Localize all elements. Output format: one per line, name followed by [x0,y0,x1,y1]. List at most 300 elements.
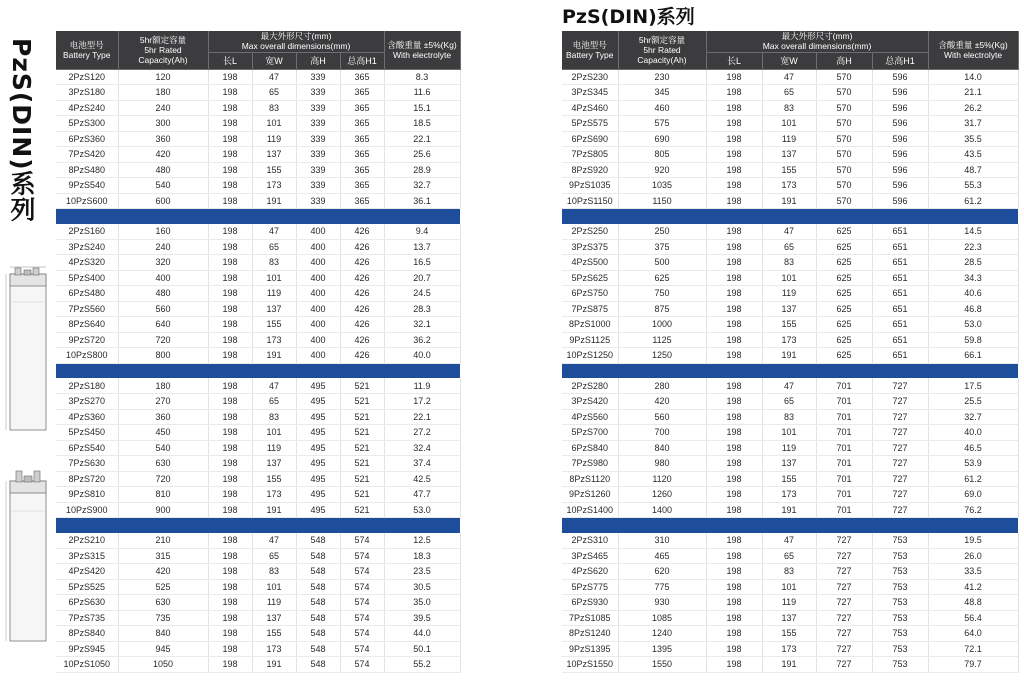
width-cell: 119 [252,286,296,302]
total-height-cell: 574 [340,579,384,595]
capacity-cell: 180 [118,378,208,394]
total-height-cell: 426 [340,239,384,255]
total-height-cell: 596 [872,85,928,101]
battery-type-cell: 10PzS1150 [562,193,618,209]
table-row [56,425,460,441]
table-row [56,471,460,487]
battery-type-cell: 6PzS360 [56,131,118,147]
total-height-cell: 753 [872,533,928,549]
width-cell: 83 [252,409,296,425]
table-row [56,394,460,410]
capacity-cell: 180 [118,85,208,101]
length-cell: 198 [208,224,252,240]
header-width: 宽W [762,52,816,69]
weight-cell: 39.5 [384,610,460,626]
length-cell: 198 [208,348,252,364]
battery-cell-drawing-tall [3,467,53,645]
battery-type-cell: 9PzS540 [56,178,118,194]
length-cell: 198 [706,487,762,503]
height-cell: 727 [816,579,872,595]
height-cell: 625 [816,301,872,317]
table-row [56,131,460,147]
capacity-cell: 315 [118,548,208,564]
capacity-cell: 1400 [618,502,706,518]
table-row [56,239,460,255]
total-height-cell: 574 [340,610,384,626]
battery-type-cell: 2PzS310 [562,533,618,549]
height-cell: 495 [296,456,340,472]
weight-cell: 66.1 [928,348,1018,364]
length-cell: 198 [706,162,762,178]
table-row [56,502,460,518]
weight-cell: 15.1 [384,100,460,116]
battery-type-cell: 6PzS690 [562,131,618,147]
capacity-cell: 1550 [618,657,706,673]
battery-type-cell: 6PzS540 [56,440,118,456]
total-height-cell: 365 [340,85,384,101]
length-cell: 198 [706,270,762,286]
weight-cell: 41.2 [928,579,1018,595]
table-row [562,425,1018,441]
total-height-cell: 596 [872,69,928,85]
width-cell: 191 [762,657,816,673]
weight-cell: 34.3 [928,270,1018,286]
weight-cell: 40.6 [928,286,1018,302]
total-height-cell: 651 [872,255,928,271]
group-separator-bar [562,209,1018,224]
battery-type-cell: 8PzS480 [56,162,118,178]
header-height: 高H [816,52,872,69]
table-row [56,641,460,657]
height-cell: 625 [816,286,872,302]
length-cell: 198 [706,626,762,642]
table-row [562,239,1018,255]
height-cell: 625 [816,348,872,364]
length-cell: 198 [208,69,252,85]
weight-cell: 25.6 [384,147,460,163]
table-row [562,301,1018,317]
capacity-cell: 450 [118,425,208,441]
total-height-cell: 521 [340,502,384,518]
battery-type-cell: 5PzS400 [56,270,118,286]
total-height-cell: 596 [872,100,928,116]
width-cell: 47 [762,224,816,240]
height-cell: 727 [816,533,872,549]
length-cell: 198 [208,301,252,317]
total-height-cell: 426 [340,270,384,286]
table-row [562,255,1018,271]
height-cell: 570 [816,85,872,101]
total-height-cell: 574 [340,595,384,611]
total-height-cell: 651 [872,239,928,255]
width-cell: 119 [762,286,816,302]
length-cell: 198 [208,471,252,487]
battery-type-cell: 9PzS1260 [562,487,618,503]
battery-type-cell: 10PzS1400 [562,502,618,518]
weight-cell: 53.9 [928,456,1018,472]
height-cell: 625 [816,255,872,271]
table-row [562,332,1018,348]
header-rated-capacity: 5hr额定容量 5hr Rated Capacity(Ah) [118,31,208,69]
battery-type-cell: 3PzS420 [562,394,618,410]
length-cell: 198 [208,270,252,286]
weight-cell: 46.8 [928,301,1018,317]
length-cell: 198 [208,255,252,271]
capacity-cell: 775 [618,579,706,595]
width-cell: 191 [252,657,296,673]
total-height-cell: 574 [340,564,384,580]
width-cell: 173 [252,641,296,657]
height-cell: 495 [296,440,340,456]
spec-table-right [562,31,1019,673]
length-cell: 198 [208,487,252,503]
weight-cell: 32.4 [384,440,460,456]
battery-type-cell: 7PzS420 [56,147,118,163]
length-cell: 198 [208,178,252,194]
battery-type-cell: 2PzS250 [562,224,618,240]
width-cell: 83 [762,255,816,271]
weight-cell: 18.5 [384,116,460,132]
capacity-cell: 810 [118,487,208,503]
height-cell: 400 [296,286,340,302]
battery-type-cell: 4PzS360 [56,409,118,425]
height-cell: 400 [296,270,340,286]
table-row [562,286,1018,302]
width-cell: 47 [252,69,296,85]
weight-cell: 32.1 [384,317,460,333]
length-cell: 198 [706,548,762,564]
length-cell: 198 [208,378,252,394]
length-cell: 198 [706,116,762,132]
height-cell: 701 [816,394,872,410]
length-cell: 198 [706,440,762,456]
weight-cell: 55.2 [384,657,460,673]
vertical-series-title: PzS(DIN)系列 [7,38,36,223]
width-cell: 155 [252,626,296,642]
capacity-cell: 525 [118,579,208,595]
table-row [56,224,460,240]
table-row [56,440,460,456]
width-cell: 65 [762,394,816,410]
total-height-cell: 596 [872,147,928,163]
total-height-cell: 365 [340,193,384,209]
table-row [562,440,1018,456]
battery-type-cell: 6PzS480 [56,286,118,302]
width-cell: 173 [762,641,816,657]
weight-cell: 28.9 [384,162,460,178]
capacity-cell: 735 [118,610,208,626]
battery-type-cell: 9PzS810 [56,487,118,503]
table-row [562,100,1018,116]
battery-type-cell: 8PzS640 [56,317,118,333]
table-row [56,626,460,642]
weight-cell: 64.0 [928,626,1018,642]
battery-type-cell: 4PzS460 [562,100,618,116]
weight-cell: 47.7 [384,487,460,503]
length-cell: 198 [208,131,252,147]
weight-cell: 72.1 [928,641,1018,657]
height-cell: 339 [296,85,340,101]
height-cell: 548 [296,564,340,580]
battery-type-cell: 4PzS420 [56,564,118,580]
capacity-cell: 630 [118,595,208,611]
battery-type-cell: 4PzS240 [56,100,118,116]
total-height-cell: 426 [340,348,384,364]
length-cell: 198 [208,610,252,626]
capacity-cell: 420 [118,147,208,163]
table-row [562,162,1018,178]
header-battery-type: 电池型号 Battery Type [56,31,118,69]
table-row [56,657,460,673]
battery-type-cell: 8PzS720 [56,471,118,487]
battery-type-cell: 3PzS270 [56,394,118,410]
length-cell: 198 [706,595,762,611]
battery-type-cell: 7PzS980 [562,456,618,472]
width-cell: 137 [762,301,816,317]
capacity-cell: 310 [618,533,706,549]
capacity-cell: 620 [618,564,706,580]
height-cell: 625 [816,270,872,286]
total-height-cell: 426 [340,301,384,317]
width-cell: 173 [762,332,816,348]
table-row [562,456,1018,472]
capacity-cell: 460 [618,100,706,116]
capacity-cell: 540 [118,178,208,194]
table-row [56,317,460,333]
capacity-cell: 1250 [618,348,706,364]
group-separator [56,363,460,378]
total-height-cell: 426 [340,286,384,302]
weight-cell: 46.5 [928,440,1018,456]
capacity-cell: 700 [618,425,706,441]
weight-cell: 31.7 [928,116,1018,132]
width-cell: 101 [762,579,816,595]
capacity-cell: 420 [118,564,208,580]
length-cell: 198 [208,440,252,456]
battery-type-cell: 2PzS120 [56,69,118,85]
length-cell: 198 [208,456,252,472]
height-cell: 570 [816,116,872,132]
weight-cell: 17.5 [928,378,1018,394]
battery-type-cell: 8PzS840 [56,626,118,642]
total-height-cell: 727 [872,394,928,410]
total-height-cell: 521 [340,425,384,441]
table-row [56,409,460,425]
width-cell: 83 [762,564,816,580]
total-height-cell: 753 [872,579,928,595]
capacity-cell: 480 [118,162,208,178]
capacity-cell: 900 [118,502,208,518]
height-cell: 339 [296,116,340,132]
capacity-cell: 560 [618,409,706,425]
height-cell: 548 [296,641,340,657]
length-cell: 198 [208,657,252,673]
height-cell: 701 [816,456,872,472]
height-cell: 548 [296,533,340,549]
battery-type-cell: 3PzS240 [56,239,118,255]
height-cell: 339 [296,147,340,163]
width-cell: 101 [252,116,296,132]
table-row [56,85,460,101]
battery-type-cell: 4PzS560 [562,409,618,425]
capacity-cell: 805 [618,147,706,163]
capacity-cell: 230 [618,69,706,85]
table-row [562,610,1018,626]
battery-type-cell: 7PzS735 [56,610,118,626]
total-height-cell: 521 [340,378,384,394]
length-cell: 198 [706,301,762,317]
battery-type-cell: 4PzS320 [56,255,118,271]
battery-type-cell: 6PzS930 [562,595,618,611]
capacity-cell: 840 [118,626,208,642]
weight-cell: 18.3 [384,548,460,564]
capacity-cell: 345 [618,85,706,101]
length-cell: 198 [706,286,762,302]
total-height-cell: 753 [872,610,928,626]
length-cell: 198 [706,147,762,163]
weight-cell: 53.0 [384,502,460,518]
length-cell: 198 [208,239,252,255]
table-row [562,595,1018,611]
table-row [562,270,1018,286]
capacity-cell: 750 [618,286,706,302]
group-separator-bar [56,209,460,224]
width-cell: 155 [762,471,816,487]
capacity-cell: 465 [618,548,706,564]
battery-type-cell: 6PzS840 [562,440,618,456]
length-cell: 198 [706,85,762,101]
table-row [562,409,1018,425]
battery-type-cell: 10PzS900 [56,502,118,518]
total-height-cell: 596 [872,178,928,194]
capacity-cell: 160 [118,224,208,240]
capacity-cell: 560 [118,301,208,317]
battery-type-cell: 5PzS700 [562,425,618,441]
capacity-cell: 1050 [118,657,208,673]
battery-type-cell: 10PzS1550 [562,657,618,673]
battery-type-cell: 8PzS1240 [562,626,618,642]
height-cell: 400 [296,332,340,348]
battery-type-cell: 7PzS560 [56,301,118,317]
table-row [562,626,1018,642]
width-cell: 101 [252,425,296,441]
table-row [562,641,1018,657]
table-row [562,85,1018,101]
length-cell: 198 [706,255,762,271]
capacity-cell: 1260 [618,487,706,503]
weight-cell: 22.1 [384,131,460,147]
total-height-cell: 651 [872,286,928,302]
width-cell: 47 [762,378,816,394]
total-height-cell: 574 [340,533,384,549]
width-cell: 137 [252,147,296,163]
height-cell: 339 [296,193,340,209]
length-cell: 198 [706,502,762,518]
battery-type-cell: 9PzS1395 [562,641,618,657]
battery-type-cell: 2PzS230 [562,69,618,85]
height-cell: 701 [816,502,872,518]
series-title: PzS(DIN)系列 [562,6,695,28]
height-cell: 548 [296,657,340,673]
width-cell: 83 [252,255,296,271]
length-cell: 198 [208,116,252,132]
total-height-cell: 365 [340,131,384,147]
height-cell: 548 [296,610,340,626]
width-cell: 191 [762,193,816,209]
capacity-cell: 945 [118,641,208,657]
width-cell: 155 [762,162,816,178]
length-cell: 198 [208,641,252,657]
length-cell: 198 [208,147,252,163]
header-total-height: 总高H1 [340,52,384,69]
total-height-cell: 753 [872,595,928,611]
width-cell: 83 [252,100,296,116]
width-cell: 47 [252,533,296,549]
height-cell: 495 [296,471,340,487]
table-row [562,178,1018,194]
table-row [562,471,1018,487]
width-cell: 119 [252,595,296,611]
height-cell: 701 [816,471,872,487]
height-cell: 625 [816,224,872,240]
height-cell: 548 [296,548,340,564]
weight-cell: 19.5 [928,533,1018,549]
weight-cell: 76.2 [928,502,1018,518]
length-cell: 198 [706,471,762,487]
table-row [562,224,1018,240]
length-cell: 198 [208,548,252,564]
weight-cell: 22.1 [384,409,460,425]
length-cell: 198 [706,657,762,673]
width-cell: 191 [762,502,816,518]
header-dimensions: 最大外形尺寸(mm) Max overall dimensions(mm) [706,31,928,52]
table-row [56,301,460,317]
battery-type-cell: 6PzS750 [562,286,618,302]
capacity-cell: 625 [618,270,706,286]
total-height-cell: 574 [340,626,384,642]
total-height-cell: 727 [872,378,928,394]
table-row [562,348,1018,364]
battery-type-cell: 2PzS210 [56,533,118,549]
width-cell: 101 [762,116,816,132]
table-row [562,533,1018,549]
weight-cell: 43.5 [928,147,1018,163]
table-row [562,579,1018,595]
table-header-row [56,31,460,52]
height-cell: 339 [296,131,340,147]
weight-cell: 16.5 [384,255,460,271]
length-cell: 198 [208,317,252,333]
capacity-cell: 1035 [618,178,706,194]
capacity-cell: 500 [618,255,706,271]
battery-type-cell: 10PzS1050 [56,657,118,673]
total-height-cell: 521 [340,471,384,487]
width-cell: 173 [252,332,296,348]
total-height-cell: 727 [872,425,928,441]
width-cell: 119 [252,131,296,147]
table-row [56,456,460,472]
height-cell: 570 [816,193,872,209]
height-cell: 339 [296,162,340,178]
length-cell: 198 [706,456,762,472]
width-cell: 155 [252,317,296,333]
table-row [56,533,460,549]
weight-cell: 59.8 [928,332,1018,348]
battery-type-cell: 5PzS525 [56,579,118,595]
total-height-cell: 651 [872,301,928,317]
length-cell: 198 [706,610,762,626]
battery-type-cell: 2PzS160 [56,224,118,240]
